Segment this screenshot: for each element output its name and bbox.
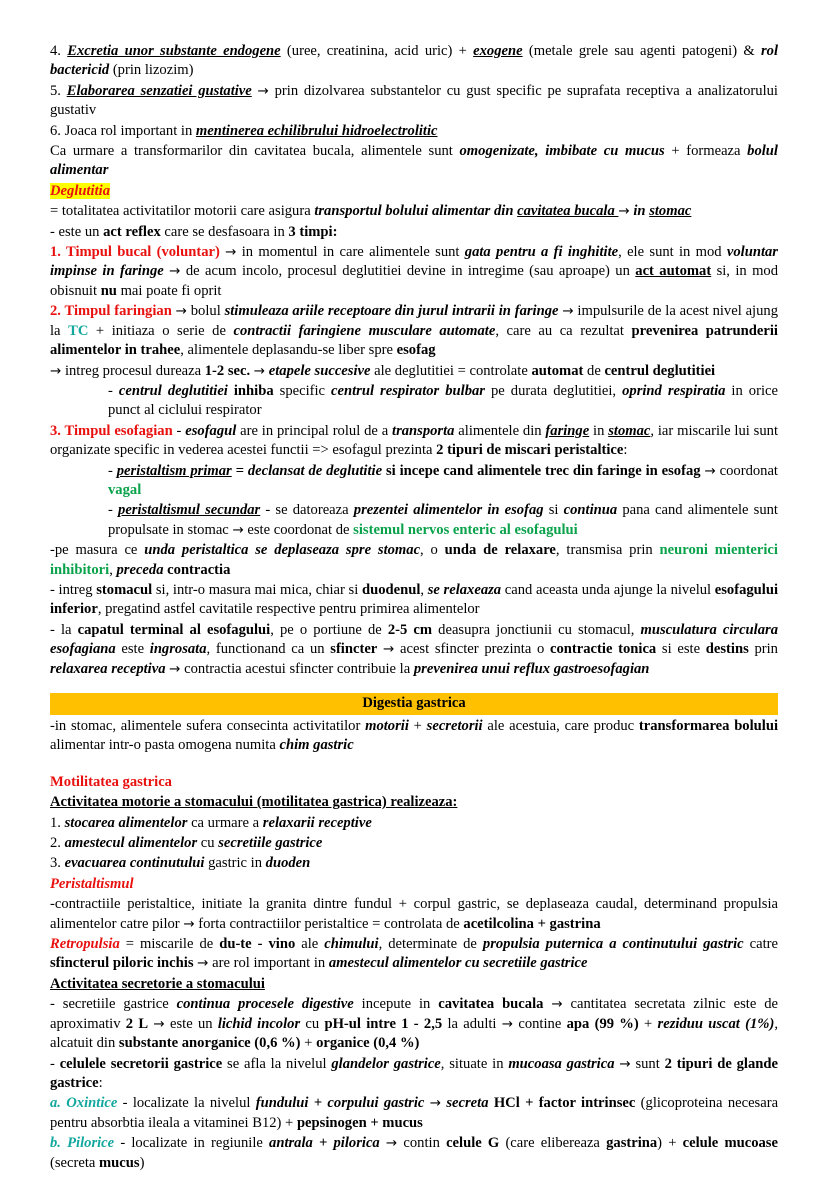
pil-term1: antrala + pilorica	[269, 1135, 380, 1152]
ps-term4: sistemul nervos enteric al esofagului	[353, 521, 578, 538]
t3-colon: :	[623, 442, 628, 459]
def-text1: = totalitatea activitatilor motorii care asigura	[50, 203, 315, 220]
t2c-text2: pe durata deglutitiei,	[484, 382, 623, 399]
motilitatea-subheading: Activitatea motorie a stomacului (motilitatea gastrica) realizeaza:	[50, 794, 458, 811]
timp-faringian-paragraph	[50, 302, 778, 360]
t2-term4: esofag	[396, 342, 436, 359]
sf-text1: - la	[50, 621, 78, 638]
s1-plus2: +	[300, 1035, 317, 1052]
s1-text6: la adulti	[442, 1015, 502, 1032]
sr-text1: - intreg	[50, 581, 97, 598]
pil-text3: (care elibereaza	[499, 1135, 607, 1152]
t2c-term4: oprind respiratia	[622, 382, 726, 399]
sf-term5: sfincter	[330, 641, 378, 658]
timp-esofagian-label: 3. Timpul esofagian	[50, 422, 173, 439]
timpi-text2: care se desfasoara in	[160, 223, 289, 240]
s1-plus: +	[638, 1015, 658, 1032]
t1-text5: mai poate fi oprit	[116, 282, 222, 299]
t1-text2: , ele sunt in mod	[618, 244, 727, 261]
arrow-icon: →	[501, 1015, 514, 1032]
t2b-term3: automat	[531, 362, 584, 379]
t1-term3: act automat	[635, 263, 712, 280]
t2-term2: contractii faringiene musculare automate	[233, 322, 496, 339]
up-term3: neuroni mienterici inhibitori	[50, 542, 778, 578]
t2-text2: impulsurile de la acest nivel ajung la	[50, 303, 778, 339]
t3-text1: are in principal rolul de a	[236, 422, 393, 439]
mot-item2-term2: secretiile gastrice	[218, 835, 323, 852]
mot-item3-term2: duoden	[265, 855, 311, 872]
t3-term5: 2 tipuri de miscari peristaltice	[436, 442, 624, 459]
ret-term3: propulsia puternica a continutului gastric	[482, 936, 744, 953]
ret-term5: amestecul alimentelor cu secretiile gastrice	[328, 955, 588, 972]
up-comma: ,	[109, 561, 117, 578]
up-text3: , transmisa prin	[555, 542, 660, 559]
ret-term2: chimului	[324, 936, 379, 953]
timp-bucal-paragraph	[50, 243, 778, 301]
t1-term4: nu	[100, 282, 117, 299]
ox-term1: fundului + corpului gastric	[255, 1095, 425, 1112]
t2-term3: prevenirea patrunderii alimentelor in trahee	[50, 322, 778, 359]
ox-term3: HCl + factor intrinsec	[493, 1095, 636, 1112]
ps-term2: prezentei alimentelor in esofag	[353, 502, 544, 519]
item5-number: 5.	[50, 82, 61, 99]
sr-term4: esofagului inferior	[50, 581, 779, 618]
timpi-text1: - este un	[50, 223, 104, 240]
summary-term2: bolul alimentar	[50, 143, 778, 179]
timp-esofagian-paragraph	[50, 422, 778, 461]
per-text1: -contractiile peristaltice, initiate la granita dintre fundul + corpul gastric, se deplaseaza caudal, determinand propulsia alimentelor catre pilor	[50, 896, 778, 932]
s1-term7: reziduu uscat (1%)	[657, 1015, 775, 1032]
deglutitia-timpi	[50, 223, 778, 242]
timpi-term1: act reflex	[103, 223, 161, 240]
dg-text3: alimentar intr-o pasta omogena numita	[50, 737, 280, 754]
t2c-text3: in orice punct al ciclului respirator	[108, 382, 778, 419]
ox-term2: secreta	[446, 1095, 494, 1112]
sr-term2: duodenul	[361, 581, 421, 598]
dg-term3: transformarea bolului	[638, 718, 779, 734]
t2-text1: bolul	[186, 303, 225, 320]
arrow-icon: →	[618, 203, 630, 220]
t2-tc: TC	[68, 322, 89, 339]
s1-text2: incepute in	[353, 996, 439, 1013]
t2c-term3: centrul respirator bulbar	[331, 382, 485, 399]
sr-text2: si, intr-o masura mai mica, chiar si	[152, 581, 362, 598]
mot-item1-term: stocarea alimentelor	[64, 814, 188, 831]
per-term1: acetilcolina + gastrina	[463, 915, 601, 932]
list-item-6	[50, 122, 778, 141]
pil-text5: (secreta	[50, 1154, 100, 1171]
t3-dash: -	[172, 422, 186, 439]
item4-text3: (prin lizozim)	[109, 62, 194, 79]
pil-term5: mucus	[99, 1154, 140, 1171]
arrow-icon: →	[183, 915, 195, 932]
pil-term2: celule G	[446, 1135, 500, 1152]
s2-text4: sunt	[630, 1055, 665, 1072]
sf-text4: este	[115, 641, 150, 658]
summary-text2: + formeaza	[664, 143, 748, 160]
ox-term4: pepsinogen + mucus	[296, 1114, 423, 1131]
digestia-gastrica-banner: Digestia gastrica	[50, 693, 778, 715]
item4-term: Excretia unor substante endogene	[67, 43, 281, 59]
pp-text3: coordonat	[715, 462, 778, 479]
s2-text3: , situate in	[440, 1055, 509, 1072]
peristaltism-secundar	[50, 501, 778, 540]
mot-item2-rest: cu	[197, 835, 219, 852]
s1-term2: cavitatea bucala	[438, 996, 544, 1013]
mot-item3-term: evacuarea continutului	[64, 855, 205, 872]
t1-text1: in momentul in care alimentele sunt	[236, 244, 465, 261]
item4-text2: (metale grele sau agenti patogeni) &	[522, 43, 761, 59]
sf-term2: 2-5 cm	[387, 621, 433, 638]
secretorie-heading: Activitatea secretorie a stomacului	[50, 975, 265, 992]
item4-number: 4.	[50, 43, 61, 59]
t2c-term2: inhiba	[227, 382, 274, 399]
per-text2: forta contractiilor peristaltice = controlata de	[194, 915, 464, 932]
arrow-icon: →	[551, 996, 563, 1013]
t3-term4: stomac	[608, 422, 651, 439]
s1-term9: organice (0,4 %)	[316, 1035, 420, 1052]
t2b-text3: de	[583, 362, 605, 379]
pil-term3: gastrina	[606, 1135, 658, 1152]
t3-text2: alimentele din	[454, 422, 546, 439]
t2b-text1: intreg procesul dureaza	[61, 362, 205, 379]
dg-term2: secretorii	[426, 718, 483, 734]
list-item	[50, 834, 778, 853]
t1-text3: de acum incolo, procesul deglutitiei devine in intregime (sau aproape) un	[180, 263, 636, 280]
sf-text8: prin	[748, 641, 778, 658]
item5-text: prin dizolvarea substantelor cu gust specific pe suprafata receptiva a analizatorului gustativ	[50, 82, 778, 119]
t1-term1: gata pentru a fi inghitite	[464, 244, 619, 261]
sr-text4: , pregatind astfel cavitatile respective pentru primirea alimentelor	[97, 601, 480, 618]
arrow-icon: →	[382, 641, 395, 658]
arrow-icon: →	[257, 82, 269, 99]
up-term2: unda de relaxare	[444, 542, 556, 559]
s1-term6: apa (99 %)	[566, 1015, 639, 1032]
ret-text5: are rol important in	[208, 955, 329, 972]
t2-text5: , alimentele deplasandu-se liber spre	[180, 342, 397, 359]
retropulsia-paragraph	[50, 935, 778, 974]
s1-text7: contine	[513, 1015, 567, 1032]
peristaltism-primar	[50, 462, 778, 501]
sf-term8: relaxarea receptiva	[50, 660, 166, 677]
arrow-icon: →	[175, 303, 187, 320]
mot-item3-num: 3.	[50, 855, 65, 872]
s2-text1: -	[50, 1055, 60, 1072]
sfincter-paragraph	[50, 621, 778, 679]
stomac-relaxare-paragraph	[50, 581, 778, 620]
dg-text2: ale acestuia, care produc	[482, 718, 639, 734]
s1-term5: pH-ul intre 1 - 2,5	[324, 1015, 443, 1032]
deglutitia-heading-line	[50, 182, 778, 201]
motilitatea-subheading-line	[50, 793, 778, 812]
peristaltismul-heading: Peristaltismul	[50, 875, 134, 892]
pil-text4: ) +	[657, 1135, 683, 1152]
sf-term7: destins	[705, 641, 749, 658]
timp-bucal-label: 1. Timpul bucal (voluntar)	[50, 244, 220, 261]
ps-text4: este coordonat de	[243, 521, 354, 538]
ps-text3: pana cand alimentele sunt propulsate in stomac	[108, 502, 778, 538]
mot-item2-term: amestecul alimentelor	[64, 835, 198, 852]
s1-term3: 2 L	[125, 1015, 149, 1032]
t2c-dash: -	[108, 382, 119, 399]
motilitatea-heading-line	[50, 773, 778, 792]
pp-term1: peristaltism primar	[116, 462, 232, 479]
s2-text2: se afla la nivelul	[222, 1055, 332, 1072]
s2-term4: 2 tipuri de glande gastrice	[50, 1055, 778, 1091]
t2-term1: stimuleaza ariile receptoare din jurul intrarii in faringe	[224, 303, 559, 320]
up-term1: unda peristaltica se deplaseaza spre stomac	[144, 542, 421, 559]
mot-item3-rest: gastric in	[204, 855, 266, 872]
s1-text1: - secretiile gastrice	[50, 996, 177, 1013]
s1-text5: cu	[300, 1015, 325, 1032]
peristaltismul-body	[50, 895, 778, 934]
s1-text8: , alcatuit din	[50, 1015, 778, 1052]
timp-faringian-label: 2. Timpul faringian	[50, 303, 172, 320]
item6-term: mentinerea echilibrului hidroelectrolitic	[195, 122, 438, 139]
def-term1: transportul bolului alimentar din	[314, 203, 518, 220]
s2-term1: celulele secretorii gastrice	[59, 1055, 223, 1072]
dg-text1: -in stomac, alimentele sufera consecinta activitatilor	[50, 718, 366, 734]
arrow-icon: →	[197, 955, 209, 972]
pp-term3: vagal	[108, 481, 142, 498]
ret-term4: sfincterul piloric inchis	[50, 955, 194, 972]
mot-item1-term2: relaxarii receptive	[262, 814, 372, 831]
ret-text1: = miscarile de	[119, 936, 220, 953]
dg-plus: +	[408, 718, 427, 734]
sr-comma: ,	[420, 581, 428, 598]
item4-text1: (uree, creatinina, acid uric) +	[280, 43, 474, 59]
arrow-icon: →	[704, 462, 716, 479]
s1-text4: este un	[164, 1015, 218, 1032]
sf-text6: acest sfincter prezinta o	[394, 641, 551, 658]
ox-text2: (glicoproteina necesara pentru absorbtia ileala a vitaminei B12) +	[50, 1095, 779, 1131]
summary-term1: omogenizate, imbibate cu mucus	[459, 143, 665, 160]
s2-colon: :	[98, 1074, 103, 1091]
ret-term1: du-te - vino	[219, 936, 296, 953]
arrow-icon: →	[225, 244, 237, 261]
ret-text2: ale	[295, 936, 325, 953]
arrow-icon: →	[385, 1135, 398, 1152]
arrow-icon: →	[619, 1055, 631, 1072]
up-term4: preceda	[116, 561, 164, 578]
sr-text3: cand aceasta unda ajunge la nivelul	[501, 581, 715, 598]
motilitatea-heading: Motilitatea gastrica	[50, 773, 172, 790]
sf-text5: , functionand ca un	[206, 641, 331, 658]
t2-text4: , care au ca rezultat	[495, 322, 632, 339]
t2b-term1: 1-2 sec.	[204, 362, 251, 379]
sr-term3: se relaxeaza	[427, 581, 502, 598]
s1-term1: continua procesele digestive	[176, 996, 354, 1013]
def-text2: in	[629, 203, 650, 220]
pil-term4: celule mucoase	[682, 1135, 778, 1152]
pil-text2: contin	[397, 1135, 447, 1152]
summary-text1: Ca urmare a transformarilor din cavitatea bucala, alimentele sunt	[50, 143, 460, 160]
centru-deglutitie-note	[50, 382, 778, 421]
item5-term: Elaborarea senzatiei gustative	[66, 82, 252, 99]
oxintice-label: a. Oxintice	[50, 1095, 118, 1112]
sf-term4: ingrosata	[149, 641, 207, 658]
up-text4: contractia	[163, 561, 231, 578]
up-text1: -pe masura ce	[50, 542, 145, 559]
item6-number: 6. Joaca rol important in	[50, 122, 196, 139]
mot-item2-num: 2.	[50, 835, 65, 852]
secretorie-heading-line	[50, 975, 778, 994]
spacer	[50, 757, 778, 773]
sf-text7: si este	[656, 641, 706, 658]
t2b-term2: etapele succesive	[268, 362, 371, 379]
pil-text6: )	[139, 1154, 145, 1171]
t2-text3: + initiaza o serie de	[88, 322, 234, 339]
pp-dash: -	[108, 462, 117, 479]
sf-term9: prevenirea unui reflux gastroesofagian	[413, 660, 650, 677]
t3-term2: transporta	[392, 422, 455, 439]
t2b-text2: ale deglutitiei = controlate	[370, 362, 532, 379]
pp-term2: incepe cand alimentele trec din faringe in esofag	[399, 462, 701, 479]
secretorie-p2	[50, 1055, 778, 1094]
pp-text1: = declansat de deglutitie	[231, 462, 383, 479]
arrow-icon: →	[153, 1015, 165, 1032]
timp-faringian-durata	[50, 362, 778, 381]
t2c-text1: specific	[273, 382, 332, 399]
unda-peristaltica-paragraph	[50, 541, 778, 580]
t2b-term4: centrul deglutitiei	[604, 362, 716, 379]
list-item-5	[50, 82, 778, 121]
def-term2: cavitatea bucala	[517, 203, 619, 220]
s1-term8: substante anorganice (0,6 %)	[118, 1035, 301, 1052]
arrow-icon: →	[562, 303, 574, 320]
summary-paragraph	[50, 142, 778, 181]
sf-text2: , pe o portiune de	[270, 621, 388, 638]
timpi-term2: 3 timpi:	[288, 223, 338, 240]
dg-term4: chim gastric	[279, 737, 354, 754]
pp-text2: si	[382, 462, 400, 479]
mot-item1-num: 1.	[50, 814, 65, 831]
secretorie-p1	[50, 995, 778, 1053]
sr-term1: stomacul	[96, 581, 153, 598]
mot-item1-rest: ca urmare a	[187, 814, 263, 831]
list-item-4	[50, 42, 778, 81]
list-item	[50, 854, 778, 873]
t2c-term1: centrul deglutitiei	[118, 382, 228, 399]
deglutitia-heading: Deglutitia	[50, 182, 110, 199]
pil-text1: - localizate in regiunile	[114, 1135, 270, 1152]
arrow-icon: →	[253, 362, 266, 379]
peristaltismul-heading-line	[50, 875, 778, 894]
arrow-icon: →	[50, 362, 62, 379]
sf-text9: contractia acestui sfincter contribuie la	[180, 660, 414, 677]
glande-oxintice	[50, 1094, 778, 1133]
ox-text1: - localizate la nivelul	[117, 1095, 256, 1112]
def-term3: stomac	[649, 203, 692, 220]
t1-text4: si, in mod obisnuit	[50, 263, 779, 299]
ps-term1: peristaltismul secundar	[118, 502, 261, 519]
sf-term3: musculatura circulara esofagiana	[50, 621, 778, 658]
item4-term3: rol bactericid	[50, 43, 778, 79]
arrow-icon: →	[169, 263, 181, 280]
retropulsia-label: Retropulsia	[50, 936, 120, 953]
sf-term6: contractie tonica	[550, 641, 657, 658]
pilorice-label: b. Pilorice	[50, 1135, 115, 1152]
arrow-icon: →	[232, 521, 244, 538]
up-text2: , o	[420, 542, 445, 559]
s1-term4: lichid incolor	[217, 1015, 301, 1032]
t1-term2: voluntar impinse in faringe	[50, 244, 778, 280]
digestia-gastrica-intro	[50, 717, 778, 756]
dg-term1: motorii	[365, 718, 409, 734]
ret-text3: , determinate de	[378, 936, 483, 953]
s1-text3: cantitatea secretata zilnic este de aproximativ	[50, 996, 778, 1032]
item4-term2: exogene	[473, 43, 523, 59]
glande-pilorice	[50, 1134, 778, 1173]
s2-term3: mucoasa gastrica	[508, 1055, 615, 1072]
ps-dash: -	[108, 502, 119, 519]
ps-text2: si	[543, 502, 564, 519]
list-item	[50, 814, 778, 833]
t3-text4: , iar miscarile lui sunt organizate specific in vederea acestei functii => esofagul prezinta	[50, 422, 778, 459]
t3-text3: in	[589, 422, 609, 439]
arrow-icon: →	[169, 660, 181, 677]
t3-term3: faringe	[545, 422, 590, 439]
arrow-icon: →	[429, 1095, 442, 1112]
sf-term1: capatul terminal al esofagului	[77, 621, 271, 638]
t3-term1: esofagul	[185, 422, 237, 439]
ret-text4: catre	[743, 936, 779, 953]
ps-text1: - se datoreaza	[260, 502, 354, 519]
s2-term2: glandelor gastrice	[331, 1055, 441, 1072]
ps-term3: continua	[563, 502, 618, 519]
sf-text3: deasupra jonctiunii cu stomacul,	[432, 621, 641, 638]
deglutitia-definition	[50, 202, 778, 221]
